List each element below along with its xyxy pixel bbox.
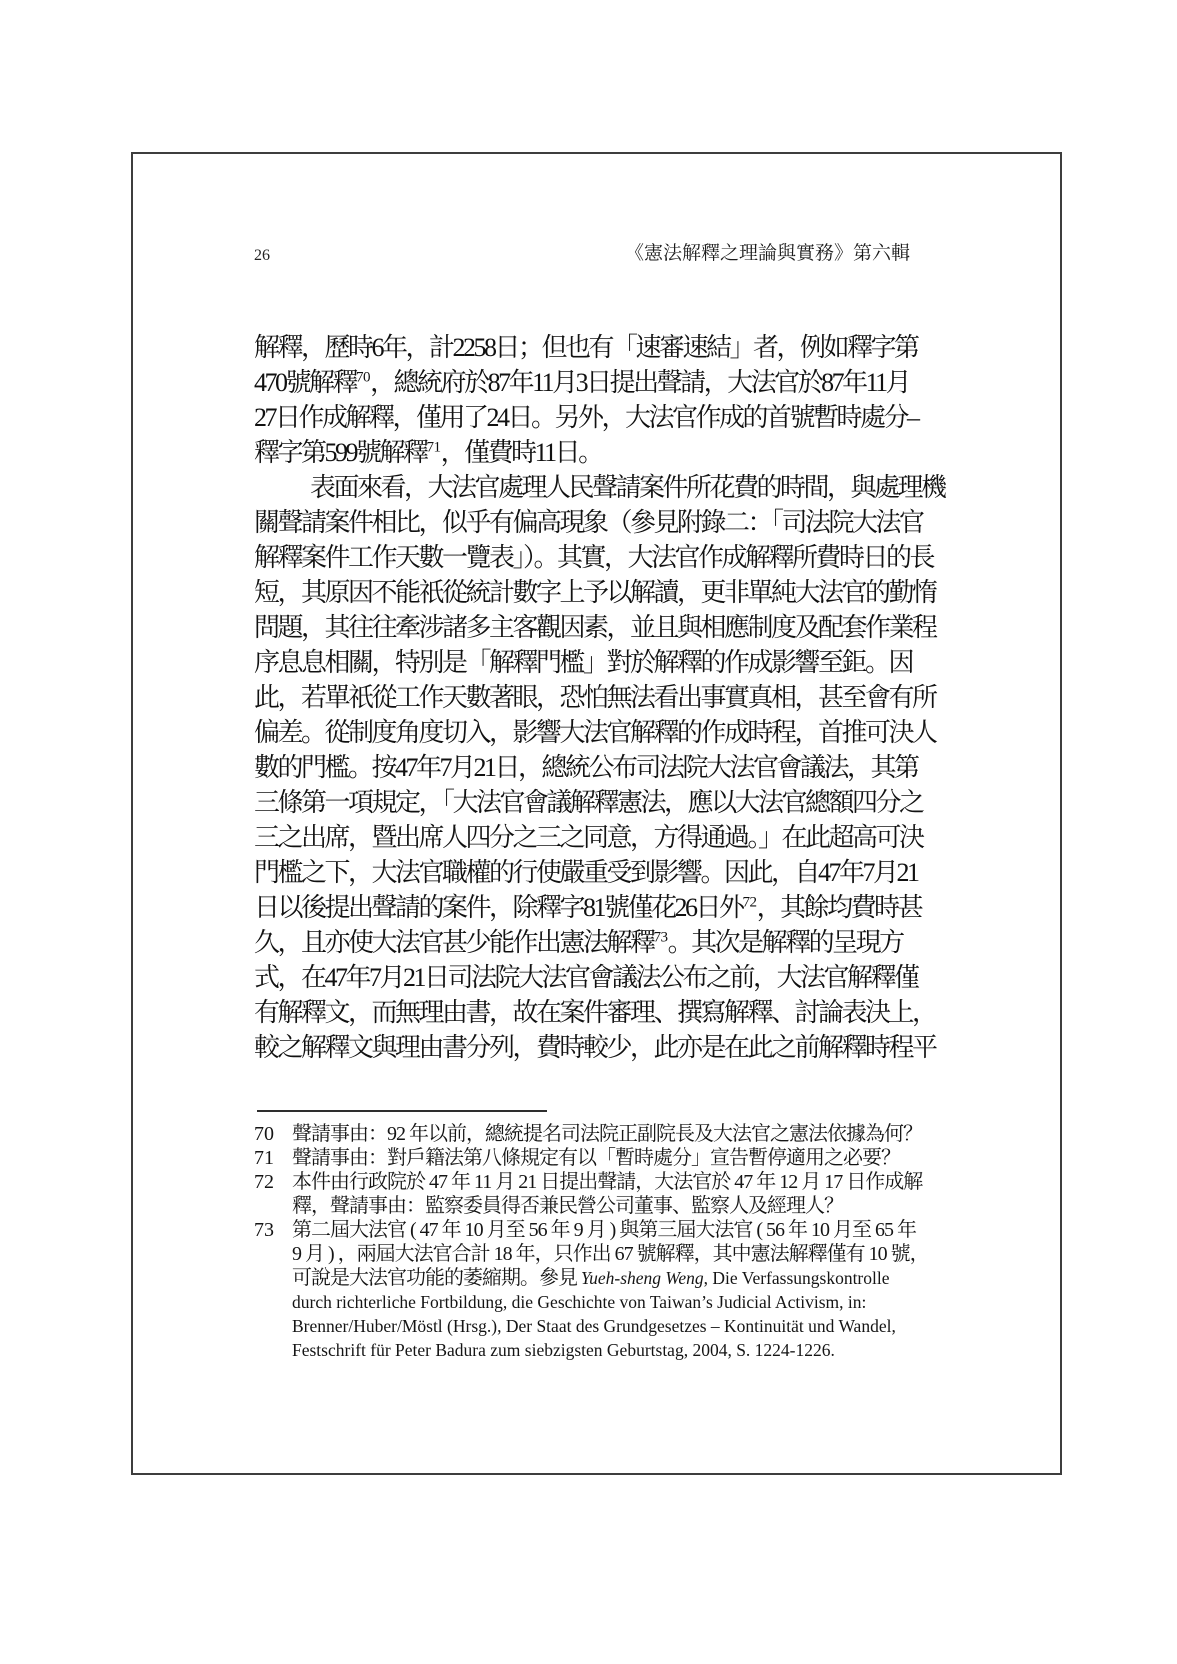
footnotes-block — [254, 1122, 929, 1362]
footnote-ref-72: 72 — [742, 894, 757, 911]
text-run: durch richterliche Fortbildung, die Geschichte von Taiwan’s Judicial Activism, in: — [292, 1292, 867, 1312]
text-line — [254, 855, 918, 890]
text-line — [254, 1030, 936, 1065]
text-line — [254, 820, 923, 855]
footnote-text — [292, 1146, 900, 1170]
text-run: 第二屆大法官 ( 47 年 10 月至 56 年 9 月 ) 與第三屆大法官 ( 56 年 10 月至 65 年 — [292, 1219, 916, 1241]
text-line — [254, 750, 918, 785]
text-line — [254, 785, 923, 820]
text-run: 較之解釋文與理由書分列，費時較少，此亦是在此之前解釋時程平 — [254, 1033, 936, 1062]
running-header — [254, 238, 910, 265]
text-run: ，僅費時11日。 — [440, 438, 602, 467]
footnote-line — [292, 1218, 929, 1242]
text-run: ，其餘均費時甚 — [756, 893, 922, 922]
footnote-number: 73 — [254, 1219, 274, 1241]
text-line — [254, 995, 936, 1030]
text-line — [254, 540, 934, 575]
text-run: , Die Verfassungskontrolle — [703, 1268, 890, 1288]
footnote-73 — [254, 1218, 929, 1362]
footnote-71 — [254, 1146, 926, 1170]
text-line — [254, 330, 918, 365]
footnote-line — [292, 1338, 929, 1362]
text-run: ，總統府於87年11月3日提出聲請，大法官於87年11月 — [370, 368, 910, 397]
text-line — [254, 470, 945, 505]
text-run: 聲請事由：對戶籍法第八條規定有以「暫時處分」宣告暫停適用之必要？ — [292, 1147, 900, 1169]
book-title-header: 《憲法解釋之理論與實務》第六輯 — [624, 243, 910, 264]
text-line — [254, 505, 923, 540]
footnote-line — [292, 1314, 929, 1338]
text-run: 。其次是解釋的呈現方 — [667, 928, 903, 957]
text-line — [254, 575, 936, 610]
text-run: 序息息相關，特別是「解釋門檻」對於解釋的作成影響至鉅。因 — [254, 648, 913, 677]
text-run: 釋，聲請事由：監察委員得否兼民營公司董事、監察人及經理人？ — [292, 1195, 843, 1217]
page-number: 26 — [254, 247, 270, 264]
footnote-70 — [254, 1122, 926, 1146]
footnote-line — [292, 1146, 900, 1170]
text-line — [254, 890, 922, 925]
text-run: 表面來看，大法官處理人民聲請案件所花費的時間，與處理機 — [310, 473, 945, 502]
paragraph — [254, 470, 945, 1065]
text-run: 釋字第599號解釋 — [254, 438, 427, 467]
text-run: 聲請事由：92 年以前，總統提名司法院正副院長及大法官之憲法依據為何？ — [292, 1123, 922, 1145]
footnote-text — [292, 1170, 922, 1218]
footnote-72 — [254, 1170, 926, 1218]
text-run: Brenner/Huber/Möstl (Hrsg.), Der Staat des Grundgesetzes – Kontinuität und Wandel, — [292, 1316, 896, 1336]
text-run: 27日作成解釋，僅用了24日。另外，大法官作成的首號暫時處分– — [254, 403, 918, 432]
text-run: 偏差。從制度角度切入，影響大法官解釋的作成時程，首推可決人 — [254, 718, 936, 747]
text-line — [254, 925, 914, 960]
text-line — [254, 610, 936, 645]
page-border-frame — [131, 152, 1062, 1475]
body-text — [254, 330, 945, 1065]
text-run: 有解釋文，而無理由書，故在案件審理、撰寫解釋、討論表決上， — [254, 998, 936, 1027]
text-line — [254, 645, 914, 680]
text-run: 三條第一項規定，「大法官會議解釋憲法，應以大法官總額四分之 — [254, 788, 923, 817]
text-run: 式，在47年7月21日司法院大法官會議法公布之前，大法官解釋僅 — [254, 963, 918, 992]
text-line — [254, 715, 936, 750]
text-run: 三之出席，暨出席人四分之三之同意，方得通過。」在此超高可決 — [254, 823, 923, 852]
footnote-line — [292, 1194, 922, 1218]
text-run: 日以後提出聲請的案件，除釋字81號僅花26日外 — [254, 893, 743, 922]
text-run: 此，若單祇從工作天數著眼，恐怕無法看出事實真相，甚至會有所 — [254, 683, 936, 712]
text-run: 解釋，歷時6年，計2258日；但也有「速審速結」者，例如釋字第 — [254, 333, 918, 362]
text-line — [254, 435, 914, 470]
footnote-line — [292, 1122, 922, 1146]
text-line — [254, 680, 936, 715]
text-run: 問題，其往往牽涉諸多主客觀因素，並且與相應制度及配套作業程 — [254, 613, 936, 642]
text-run: 久，且亦使大法官甚少能作出憲法解釋 — [254, 928, 654, 957]
text-run: 關聲請案件相比，似乎有偏高現象（參見附錄二：「司法院大法官 — [254, 508, 923, 537]
footnote-ref-70: 70 — [356, 369, 371, 386]
footnote-ref-71: 71 — [426, 439, 441, 456]
text-run: 可說是大法官功能的萎縮期。參見 — [292, 1267, 581, 1289]
footnote-number: 72 — [254, 1171, 274, 1193]
paragraph — [254, 330, 918, 470]
footnote-line — [292, 1266, 929, 1290]
text-line — [254, 960, 918, 995]
footnote-line — [292, 1290, 929, 1314]
footnote-separator-rule — [257, 1110, 547, 1112]
text-run: Festschrift für Peter Badura zum siebzigsten Geburtstag, 2004, S. 1224-1226. — [292, 1340, 835, 1360]
footnote-text — [292, 1122, 922, 1146]
footnote-number: 70 — [254, 1123, 274, 1145]
footnote-line — [292, 1242, 929, 1266]
footnote-line — [292, 1170, 922, 1194]
text-run: 數的門檻。按47年7月21日，總統公布司法院大法官會議法，其第 — [254, 753, 918, 782]
footnote-ref-73: 73 — [653, 929, 668, 946]
text-run: Yueh-sheng Weng — [581, 1268, 704, 1288]
text-run: 9 月 ) ，兩屆大法官合計 18 年，只作出 67 號解釋，其中憲法解釋僅有 10 號， — [292, 1243, 929, 1265]
text-line — [254, 400, 918, 435]
footnote-text — [292, 1218, 929, 1362]
footnote-number: 71 — [254, 1147, 274, 1169]
text-run: 門檻之下，大法官職權的行使嚴重受到影響。因此，自47年7月21 — [254, 858, 918, 887]
text-run: 解釋案件工作天數一覽表」）。其實，大法官作成解釋所費時日的長 — [254, 543, 934, 572]
text-run: 本件由行政院於 47 年 11 月 21 日提出聲請，大法官於 47 年 12 月 17 日作成解 — [292, 1171, 923, 1193]
text-run: 短，其原因不能祇從統計數字上予以解讀，更非單純大法官的勤惰 — [254, 578, 936, 607]
text-line — [254, 365, 914, 400]
text-run: 470號解釋 — [254, 368, 357, 397]
